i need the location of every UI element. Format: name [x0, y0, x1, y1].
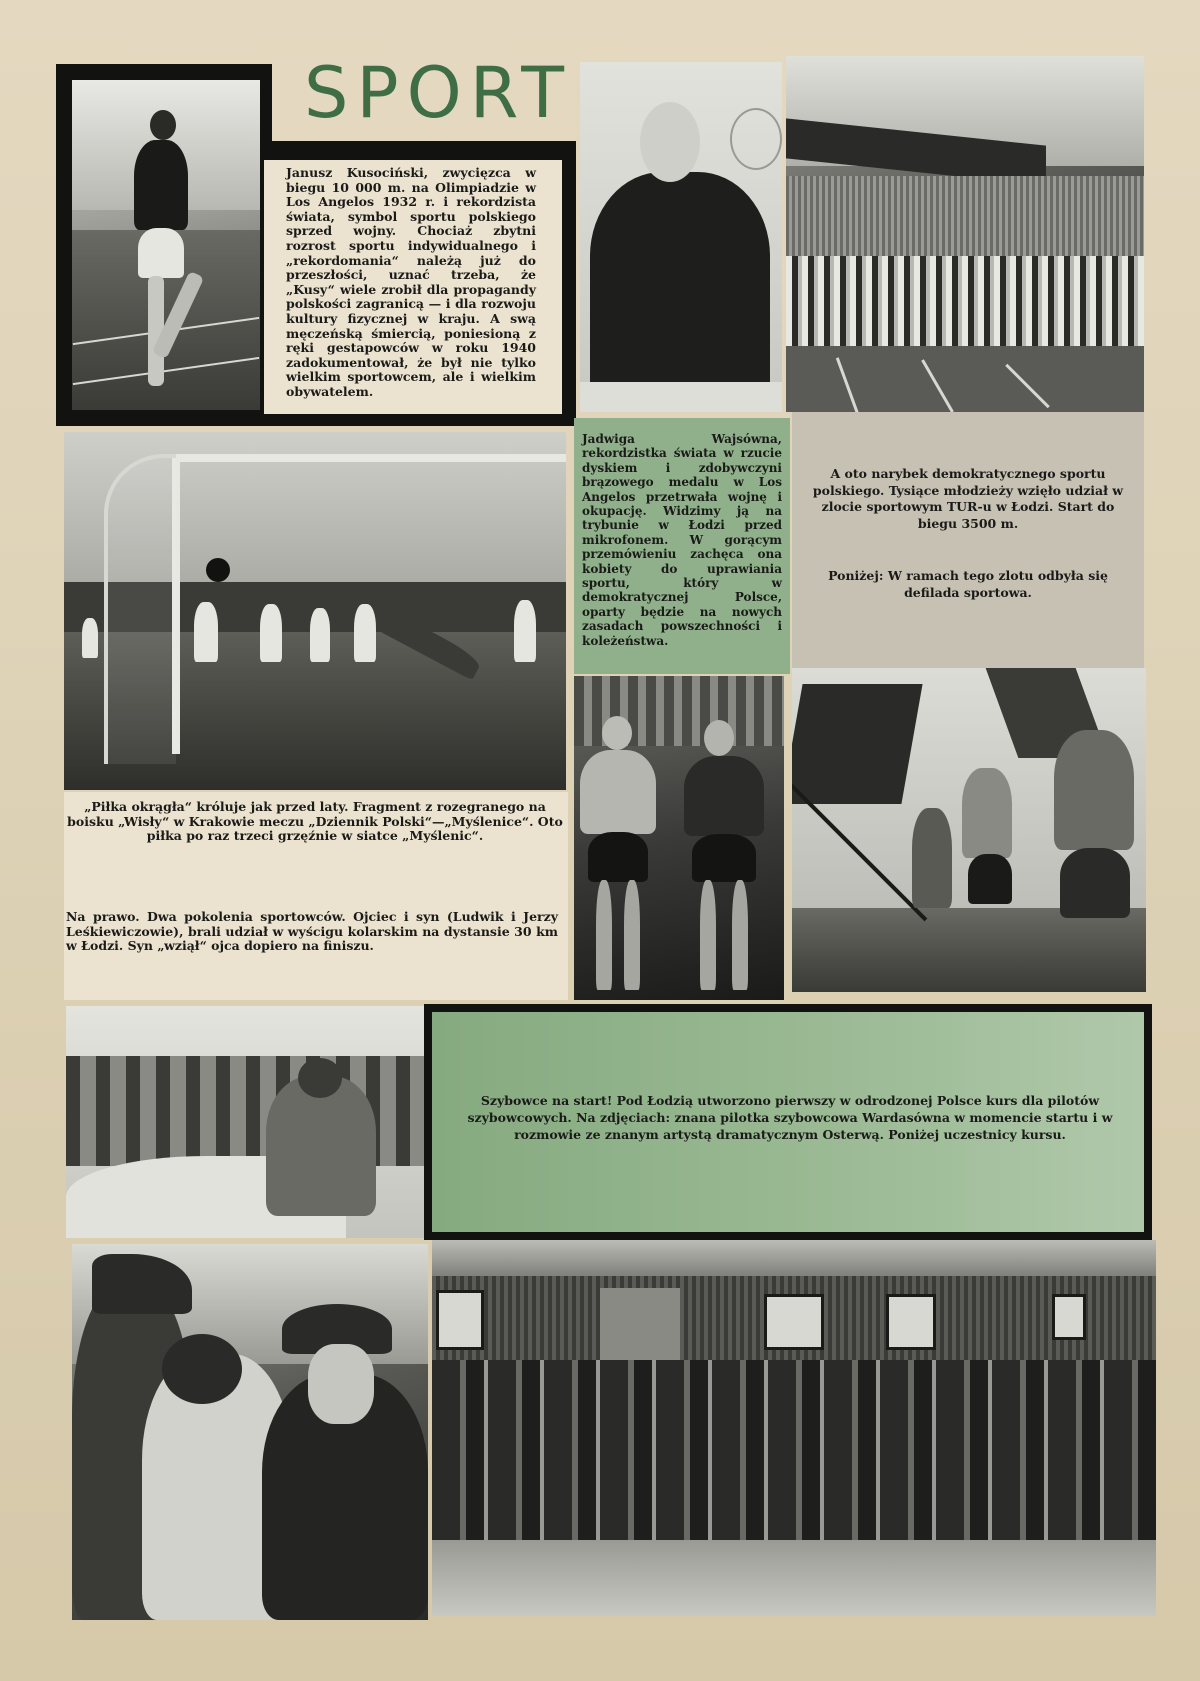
sports-parade-photo	[792, 668, 1146, 992]
osterwa-conversation-photo	[72, 1244, 428, 1620]
course-participants-photo	[432, 1240, 1156, 1616]
football-match-photo	[64, 432, 566, 790]
narybek-caption: A oto narybek demokratycznego sportu polskiego. Tysiące młodzieży wzięło udział w zlocie sportowym TUR-u w Łodzi. Start do biegu 3500 m.	[812, 466, 1124, 531]
glider-caption: Szybowce na start! Pod Łodzią utworzono pierwszy w odrodzonej Polsce kurs dla pilotów szybowcowych. Na zdjęciach: znana pilotka szybowcowa Wardasówna w momencie startu i w rozmowie ze znanym artystą dramatycznym Osterwą. Poniżej uczestnicy kursu.	[467, 1093, 1113, 1142]
page-title: SPORT	[304, 52, 573, 134]
kusocinski-photo	[72, 80, 260, 410]
football-caption: „Piłka okrągła“ króluje jak przed laty. Fragment z rozegranego na boisku „Wisły“ w Krakowie meczu „Dziennik Polski“—„Myślenice“. Oto piłka po raz trzeci grzęźnie w siatce „Myślenic“.	[67, 799, 563, 844]
cyclists-photo	[574, 676, 784, 1000]
cyclists-caption: Na prawo. Dwa pokolenia sportowców. Ojciec i syn (Ludwik i Jerzy Leśkiewiczowie), brali udział w wyścigu kolarskim na dystansie 30 km w Łodzi. Syn „wziął“ ojca dopiero na finiszu.	[66, 909, 558, 954]
wajsowna-caption: Jadwiga Wajsówna, rekordzistka świata w rzucie dyskiem i zdobywczyni brązowego medalu w Los Angelos przetrwała wojnę i okupację. Widzimy ją na trybunie w Łodzi przed mikrofonem. W gorącym przemówieniu zachęca ona kobiety do uprawiania sportu, który w demokratycznej Polsce, oparty będzie na nowych zasadach powszechności i koleżeństwa.	[582, 432, 782, 648]
narybek-caption-box	[792, 412, 1144, 668]
wajsowna-photo	[580, 62, 782, 412]
glider-start-photo	[66, 1006, 426, 1238]
parade-caption: Poniżej: W ramach tego zlotu odbyła się defilada sportowa.	[828, 568, 1108, 600]
kusocinski-caption: Janusz Kusociński, zwycięzca w biegu 10 000 m. na Olimpiadzie w Los Angelos 1932 r. i rekordzista świata, symbol sportu polskiego sprzed wojny. Chociaż zbytni rozrost sportu indywidualnego i „rekordomania“ należą już do przeszłości, uznać trzeba, że „Kusy“ wiele zrobił dla propagandy polskości zagranicą — i dla rozwoju kultury fizycznej w kraju. A swą męczeńską śmiercią, poniesioną z ręki gestapowców w roku 1940 zadokumentował, że był nie tylko wielkim sportowcem, ale i wielkim obywatelem.	[286, 165, 536, 399]
stadium-run-photo	[786, 56, 1144, 412]
